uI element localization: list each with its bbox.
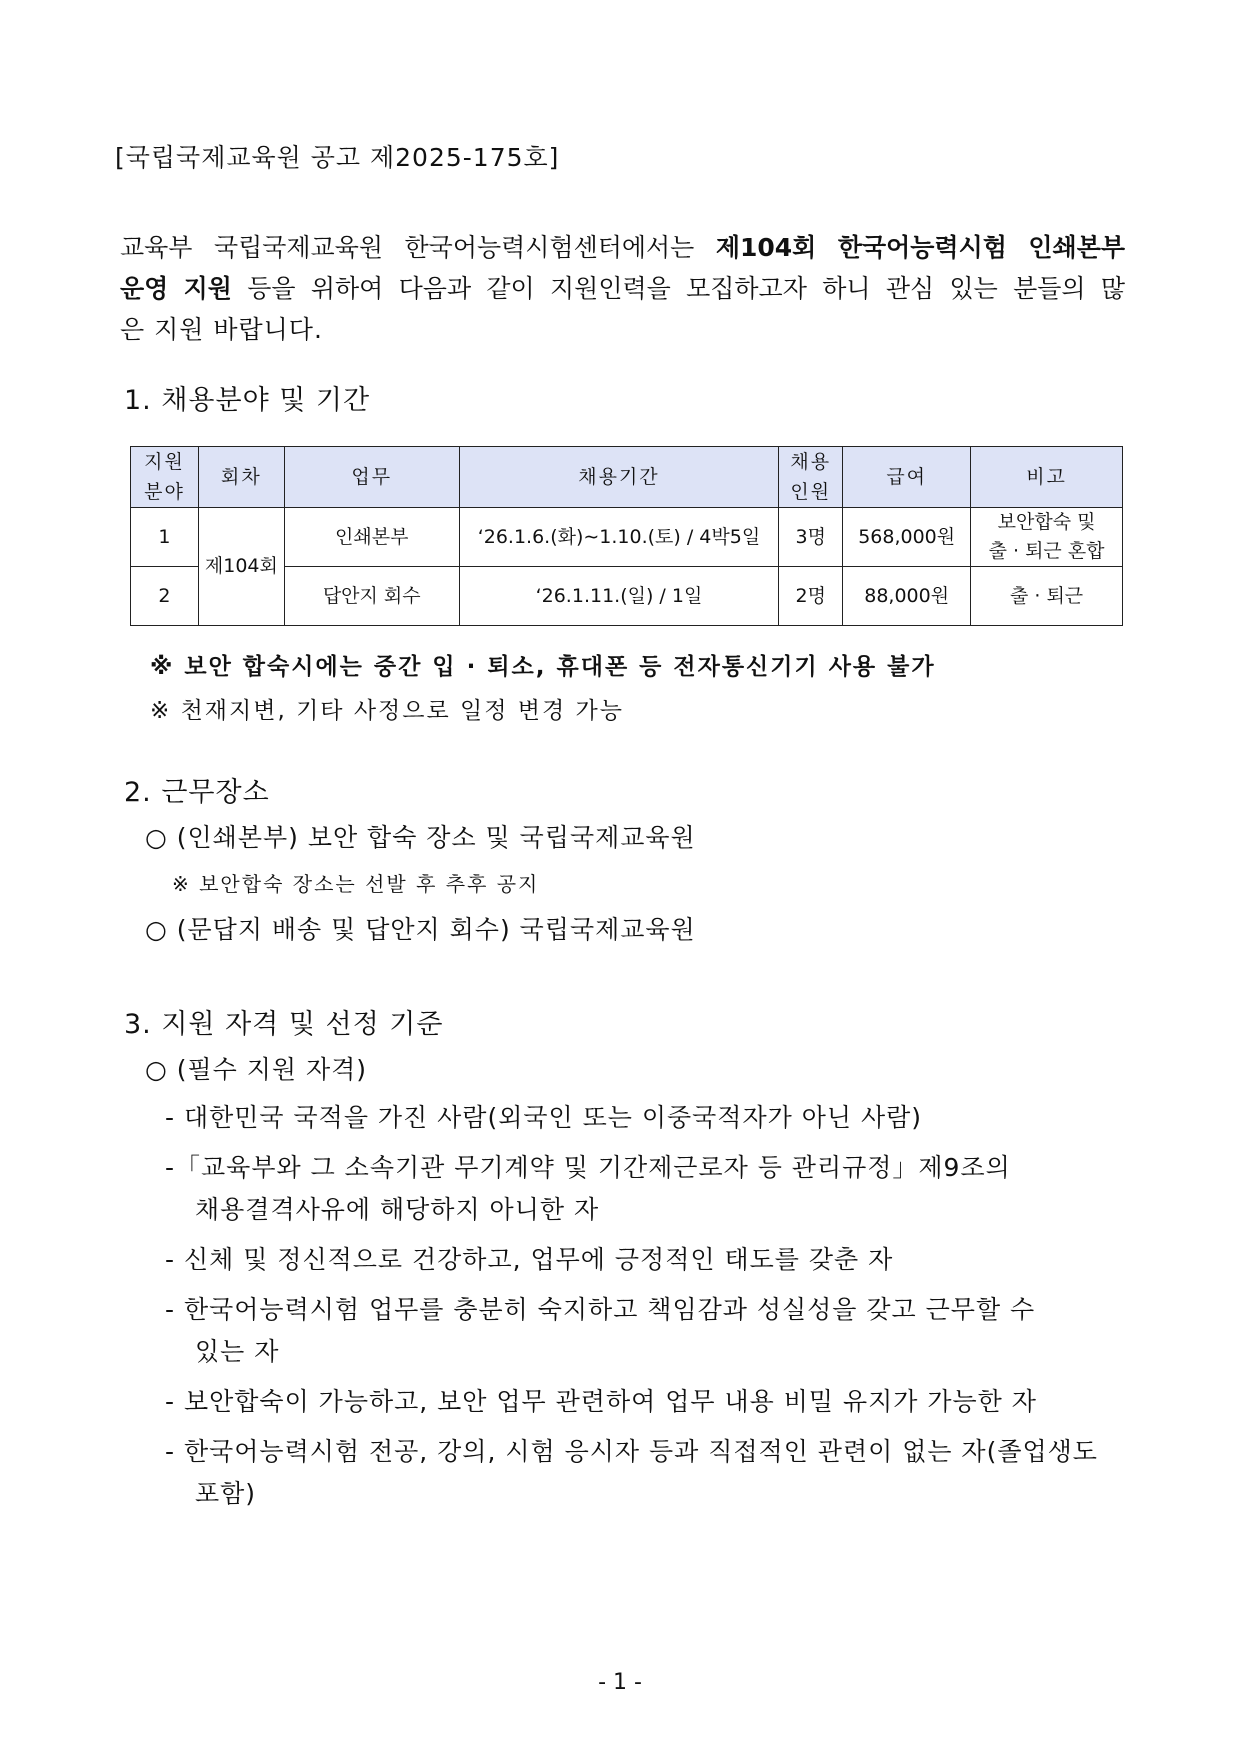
intro-word: 교육부: [120, 233, 193, 262]
qualification-item: -「교육부와 그 소속기관 무기계약 및 기간제근로자 등 관리규정」제9조의: [165, 1153, 1011, 1182]
intro-line-2: [120, 269, 1125, 305]
header-task: 업무: [284, 447, 459, 508]
intro-word: 하니: [822, 274, 871, 303]
cell-note: 보안합숙 및 출 · 퇴근 혼합: [971, 508, 1123, 567]
hiring-table: [130, 446, 1123, 626]
qualification-item: - 신체 및 정신적으로 건강하고, 업무에 긍정적인 태도를 갖춘 자: [165, 1245, 894, 1274]
intro-word: 같이: [486, 274, 535, 303]
cell-round: 제104회: [198, 508, 284, 626]
section-2-subnote: ※ 보안합숙 장소는 선발 후 추후 공지: [172, 872, 540, 896]
intro-word: 모집하고자: [686, 274, 807, 303]
qualification-item: - 대한민국 국적을 가진 사람(외국인 또는 이중국적자가 아닌 사람): [165, 1103, 923, 1132]
intro-bold-word: 지원: [183, 274, 232, 303]
qualification-item-continued: 포함): [195, 1479, 257, 1508]
intro-word: 위하여: [310, 274, 384, 303]
cell-count: 3명: [779, 508, 843, 567]
cell-note: 출 · 퇴근: [971, 567, 1123, 626]
header-note: 비고: [971, 447, 1123, 508]
intro-word: 분들의: [1013, 274, 1086, 303]
intro-line-1: [120, 228, 1125, 264]
intro-bold-word: 운영: [120, 274, 169, 303]
intro-word: 등을: [247, 274, 296, 303]
cell-task: 답안지 회수: [284, 567, 459, 626]
table-row: [131, 508, 1123, 567]
cell-field: 2: [131, 567, 199, 626]
section-2-heading: 2. 근무장소: [124, 777, 270, 808]
intro-word: 관심: [885, 274, 935, 303]
section-1-heading: 1. 채용분야 및 기간: [124, 385, 371, 416]
qualification-item: - 한국어능력시험 전공, 강의, 시험 응시자 등과 직접적인 관련이 없는 자(졸업생도: [165, 1437, 1098, 1466]
qualification-item: - 보안합숙이 가능하고, 보안 업무 관련하여 업무 내용 비밀 유지가 가능한 자: [165, 1387, 1037, 1416]
cell-count: 2명: [779, 567, 843, 626]
header-round: 회차: [198, 447, 284, 508]
header-pay: 급여: [843, 447, 971, 508]
section-3-heading: 3. 지원 자격 및 선정 기준: [124, 1009, 444, 1040]
page-number: - 1 -: [598, 1670, 642, 1695]
intro-word: 있는: [949, 274, 998, 303]
section-3-subheading: ○ (필수 지원 자격): [145, 1055, 368, 1084]
cell-period: ‘26.1.11.(일) / 1일: [459, 567, 779, 626]
cell-pay: 88,000원: [843, 567, 971, 626]
intro-bold-word: 인쇄본부: [1028, 233, 1125, 262]
cell-task: 인쇄본부: [284, 508, 459, 567]
header-field: 지원 분야: [131, 447, 199, 508]
intro-bold-word: 한국어능력시험: [837, 233, 1007, 262]
cell-field: 1: [131, 508, 199, 567]
cell-pay: 568,000원: [843, 508, 971, 567]
qualification-item-continued: 있는 자: [195, 1337, 280, 1366]
qualification-item-continued: 채용결격사유에 해당하지 아니한 자: [195, 1195, 600, 1224]
section-1-note-1: ※ 보안 합숙시에는 중간 입 · 퇴소, 휴대폰 등 전자통신기기 사용 불가: [150, 654, 936, 680]
section-2-item-1: ○ (인쇄본부) 보안 합숙 장소 및 국립국제교육원: [145, 823, 696, 852]
intro-word: 다음과: [398, 274, 472, 303]
cell-period: ‘26.1.6.(화)∼1.10.(토) / 4박5일: [459, 508, 779, 567]
intro-bold-word: 제104회: [715, 233, 817, 262]
intro-word: 지원인력을: [550, 274, 671, 303]
header-period: 채용기간: [459, 447, 779, 508]
table-header-row: [131, 447, 1123, 508]
notice-number: [국립국제교육원 공고 제2025-175호]: [115, 143, 560, 172]
section-2-item-2: ○ (문답지 배송 및 답안지 회수) 국립국제교육원: [145, 915, 696, 944]
intro-line-3: 은 지원 바랍니다.: [120, 315, 323, 344]
header-count: 채용 인원: [779, 447, 843, 508]
intro-word: 한국어능력시험센터에서는: [404, 233, 695, 262]
section-1-note-2: ※ 천재지변, 기타 사정으로 일정 변경 가능: [150, 698, 624, 724]
intro-word: 많: [1100, 274, 1125, 303]
intro-word: 국립국제교육원: [213, 233, 384, 262]
qualification-item: - 한국어능력시험 업무를 충분히 숙지하고 책임감과 성실성을 갖고 근무할 수: [165, 1295, 1036, 1324]
